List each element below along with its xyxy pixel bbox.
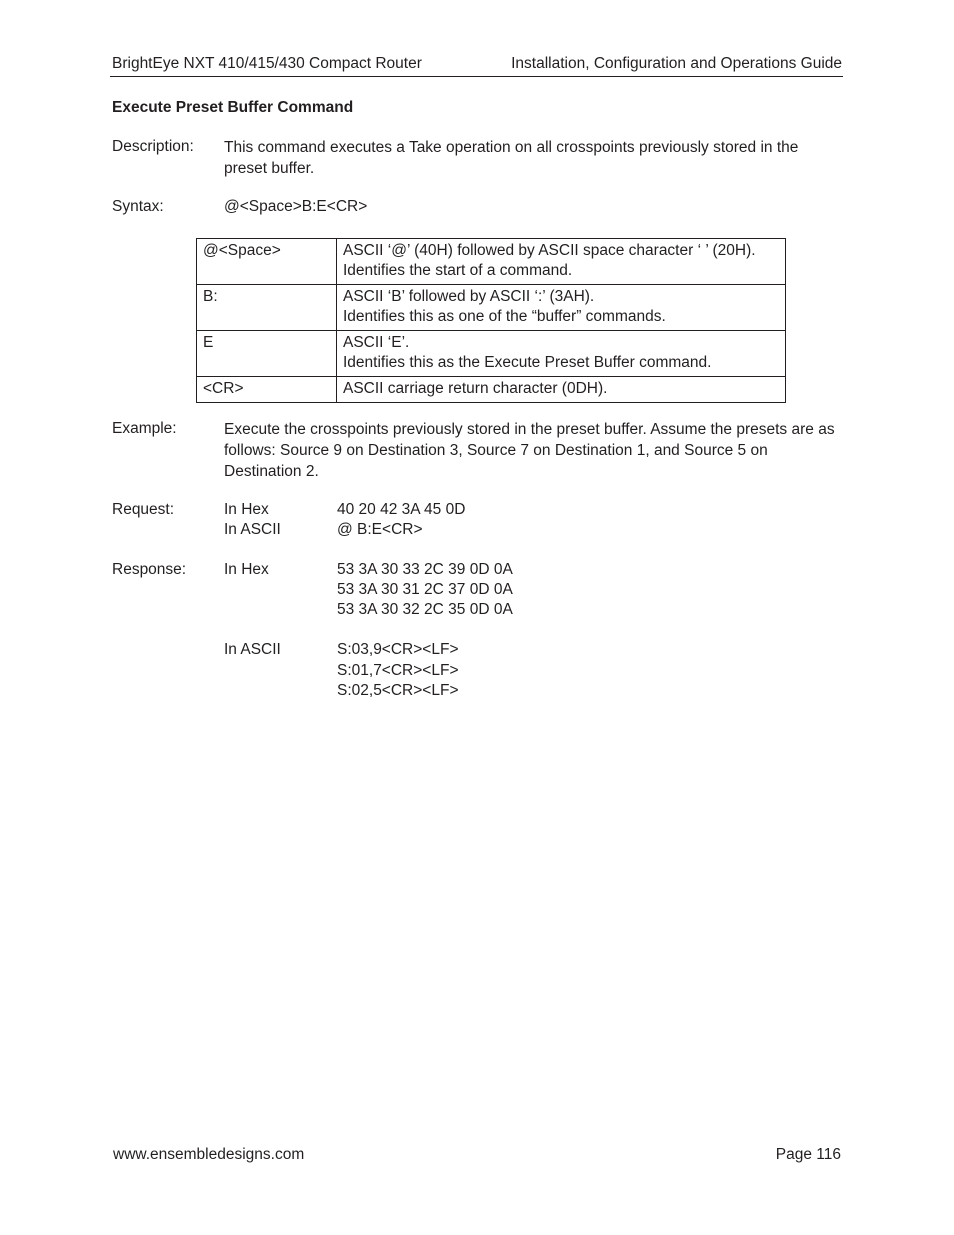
- table-row: [197, 331, 786, 377]
- table-key: B:: [197, 285, 337, 331]
- response-hex-line: 53 3A 30 33 2C 39 0D 0A: [337, 561, 513, 578]
- header-product-title: BrightEye NXT 410/415/430 Compact Router: [112, 55, 422, 72]
- table-key: <CR>: [197, 377, 337, 403]
- response-label: Response:: [112, 561, 187, 578]
- header-guide-title: Installation, Configuration and Operations Guide: [511, 55, 842, 72]
- syntax-label: Syntax:: [112, 198, 164, 215]
- header-divider: [110, 76, 843, 77]
- response-ascii-label: In ASCII: [224, 641, 281, 658]
- table-row: [197, 377, 786, 403]
- response-hex-line: 53 3A 30 32 2C 35 0D 0A: [337, 601, 513, 618]
- syntax-table: [196, 238, 786, 403]
- syntax-value: @<Space>B:E<CR>: [224, 198, 368, 215]
- table-description-line: ASCII ‘B’ followed by ASCII ‘:’ (3AH).: [343, 288, 595, 305]
- response-ascii-line: S:01,7<CR><LF>: [337, 662, 459, 679]
- table-description-line: ASCII carriage return character (0DH).: [343, 380, 608, 397]
- table-description-line: ASCII ‘@’ (40H) followed by ASCII space character ‘ ’ (20H).: [343, 242, 756, 259]
- response-hex-line: 53 3A 30 31 2C 37 0D 0A: [337, 581, 513, 598]
- request-hex-value: 40 20 42 3A 45 0D: [337, 501, 466, 518]
- table-row: [197, 239, 786, 285]
- request-ascii-value: @ B:E<CR>: [337, 521, 423, 538]
- description-label: Description:: [112, 138, 194, 155]
- table-key: E: [197, 331, 337, 377]
- table-description-line: Identifies the start of a command.: [343, 262, 573, 279]
- description-text: This command executes a Take operation on all crosspoints previously stored in the preset buffer.: [224, 139, 799, 177]
- example-label: Example:: [112, 420, 177, 437]
- table-description: [337, 239, 786, 285]
- table-description-line: ASCII ‘E’.: [343, 334, 410, 351]
- table-description: [337, 377, 786, 403]
- request-ascii-label: In ASCII: [224, 521, 281, 538]
- table-description-line: Identifies this as one of the “buffer” commands.: [343, 308, 666, 325]
- table-description: [337, 331, 786, 377]
- footer-website-link[interactable]: www.ensembledesigns.com: [113, 1146, 305, 1163]
- request-hex-label: In Hex: [224, 501, 269, 518]
- footer-page-number: Page 116: [775, 1146, 841, 1163]
- table-key: @<Space>: [197, 239, 337, 285]
- table-row: [197, 285, 786, 331]
- response-hex-label: In Hex: [224, 561, 269, 578]
- section-title: Execute Preset Buffer Command: [112, 99, 354, 116]
- example-text: Execute the crosspoints previously stored in the preset buffer. Assume the presets are as follows: Source 9 on Destination 3, Source 7 on Destination 1, and Source 5 on Destination 2.: [224, 421, 835, 480]
- response-ascii-line: S:03,9<CR><LF>: [337, 641, 459, 658]
- table-description: [337, 285, 786, 331]
- table-description-line: Identifies this as the Execute Preset Buffer command.: [343, 354, 712, 371]
- request-label: Request:: [112, 501, 175, 518]
- response-ascii-line: S:02,5<CR><LF>: [337, 682, 459, 699]
